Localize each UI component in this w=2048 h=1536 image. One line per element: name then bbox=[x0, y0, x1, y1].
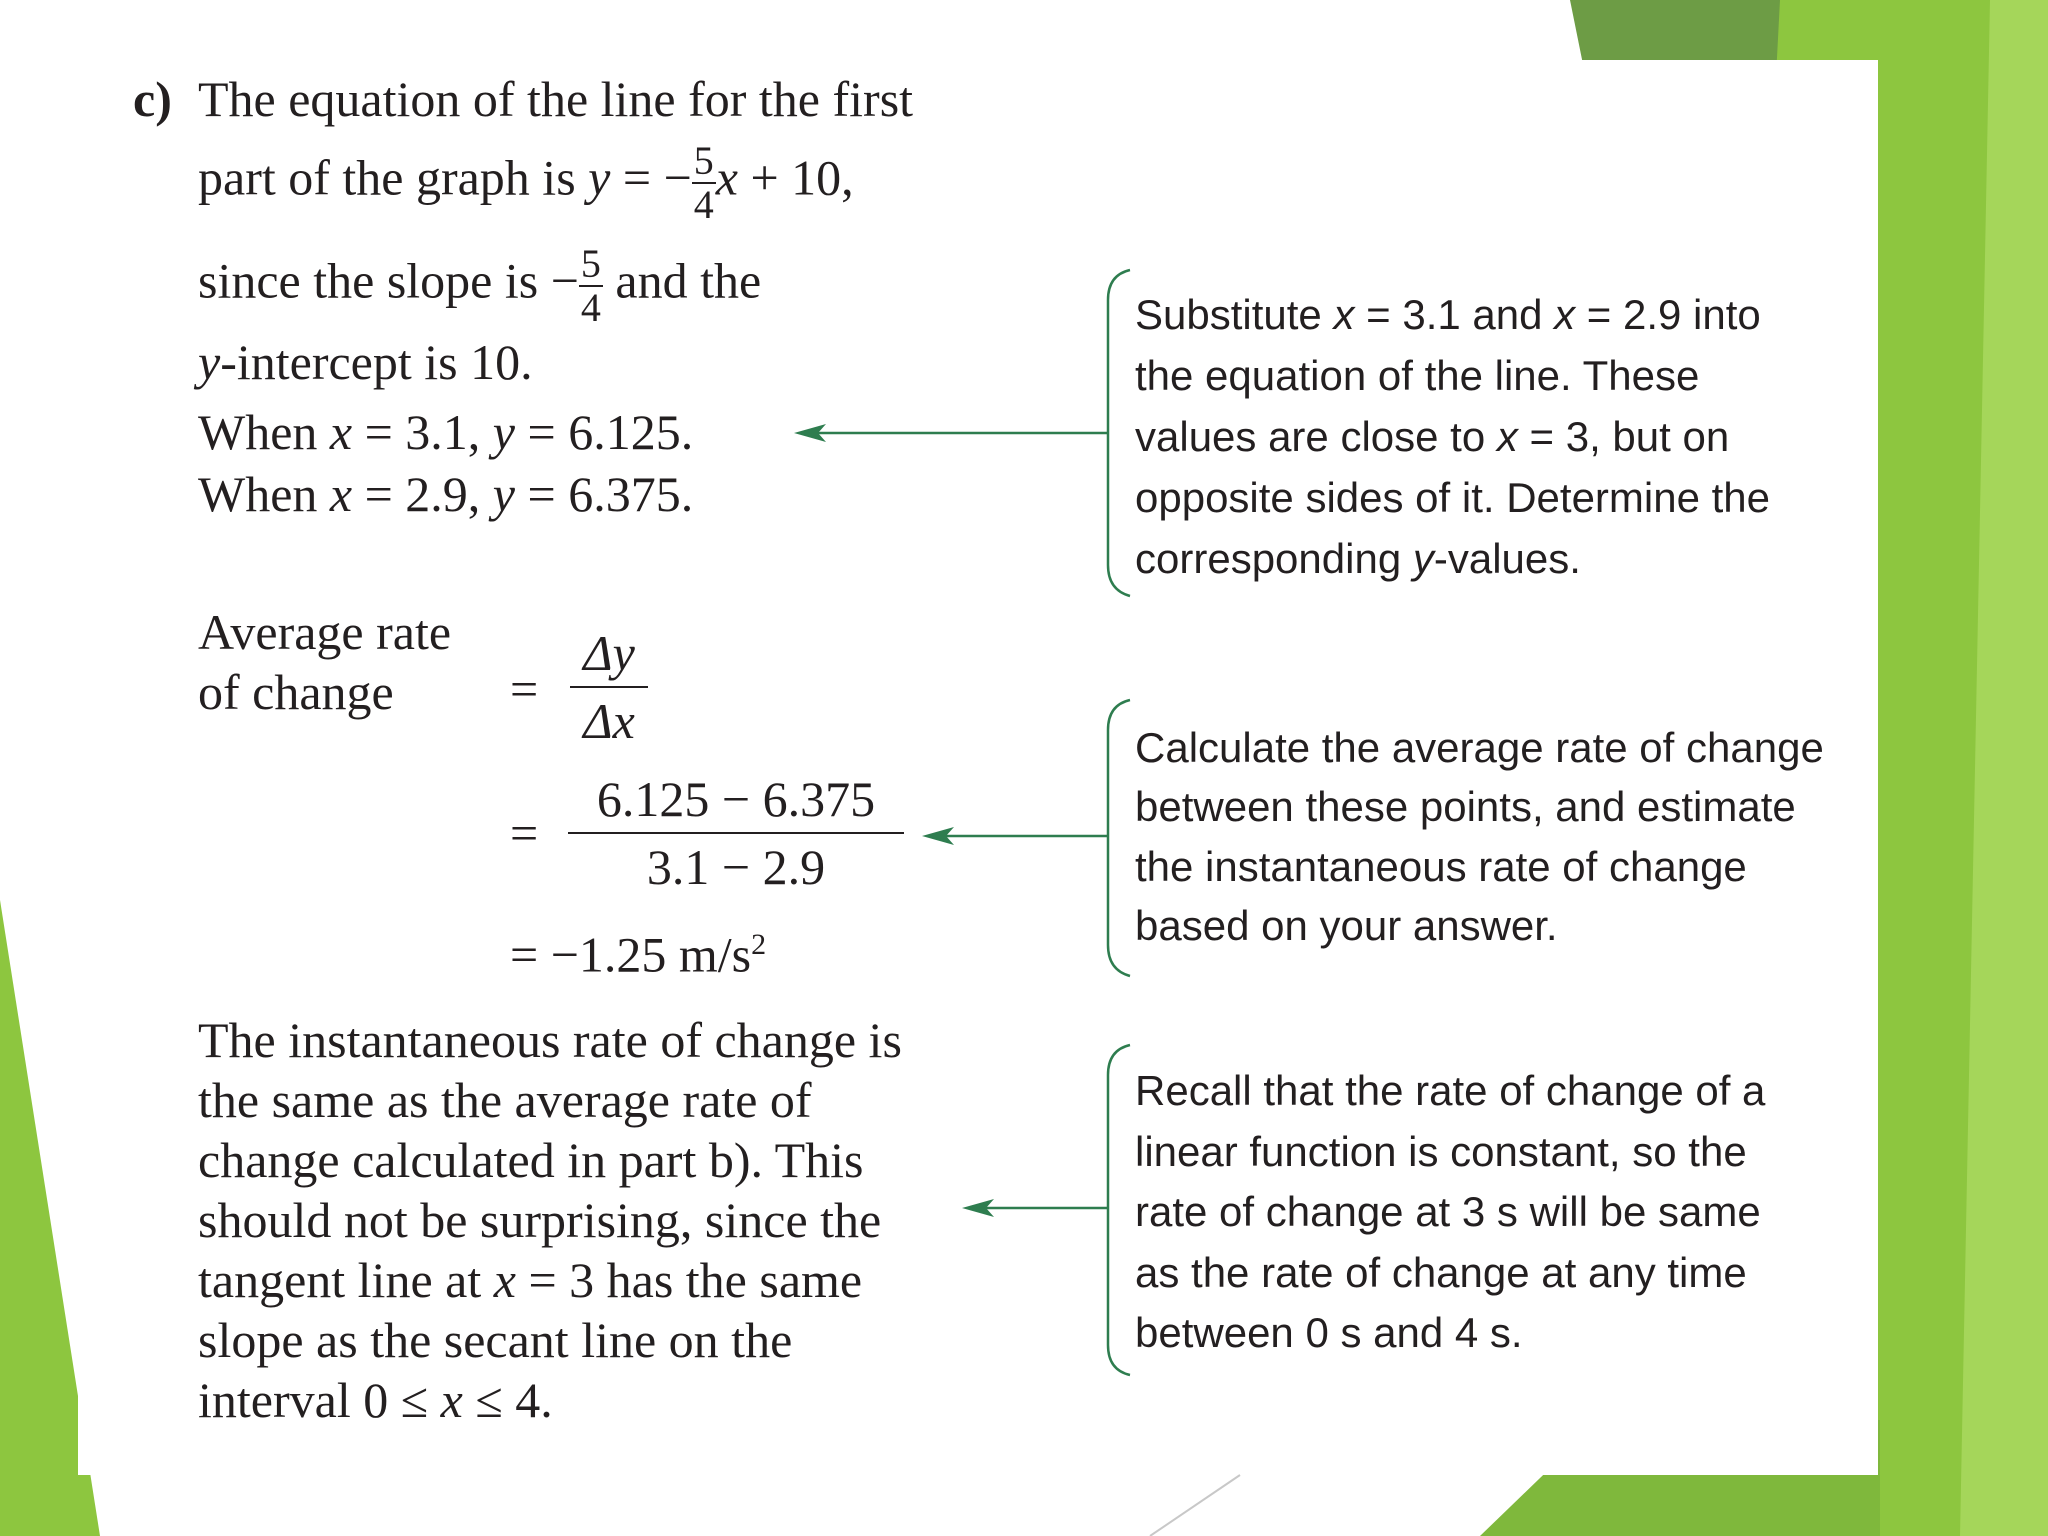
difference-fraction: 6.125 − 6.375 3.1 − 2.9 bbox=[568, 768, 904, 898]
note1-line-1: Substitute x = 3.1 and x = 2.9 into bbox=[1135, 291, 1761, 338]
note1-line-3: values are close to x = 3, but on bbox=[1135, 413, 1730, 460]
note1-line-4: opposite sides of it. Determine the bbox=[1135, 474, 1771, 521]
conclusion-line-1: The instantaneous rate of change is bbox=[198, 1012, 902, 1068]
conclusion-line-5: tangent line at x = 3 has the same bbox=[198, 1252, 863, 1308]
note2-line-1: Calculate the average rate of change bbox=[1135, 724, 1824, 771]
conclusion-line-6: slope as the secant line on the bbox=[198, 1312, 793, 1368]
conclusion-line-7: interval 0 ≤ x ≤ 4. bbox=[198, 1372, 553, 1428]
conclusion-line-2: the same as the average rate of bbox=[198, 1072, 812, 1128]
equation-line-1: The equation of the line for the first bbox=[198, 71, 914, 127]
note1-line-5: corresponding y-values. bbox=[1135, 535, 1581, 582]
note3-line-3: rate of change at 3 s will be same bbox=[1135, 1188, 1761, 1235]
note3-line-2: linear function is constant, so the bbox=[1135, 1128, 1747, 1175]
note3-line-1: Recall that the rate of change of a bbox=[1135, 1067, 1766, 1114]
equals-1: = bbox=[510, 661, 539, 717]
note3-line-5: between 0 s and 4 s. bbox=[1135, 1309, 1523, 1356]
delta-fraction: Δy Δx bbox=[570, 622, 648, 752]
equation-line-4: y-intercept is 10. bbox=[198, 334, 533, 390]
conclusion-line-4: should not be surprising, since the bbox=[198, 1192, 882, 1248]
note3-line-4: as the rate of change at any time bbox=[1135, 1249, 1747, 1296]
part-label: c) bbox=[133, 71, 172, 127]
when-line-1: When x = 3.1, y = 6.125. bbox=[198, 404, 694, 460]
equals-2: = bbox=[510, 805, 539, 861]
when-line-2: When x = 2.9, y = 6.375. bbox=[198, 466, 694, 522]
rate-label-line-1: Average rate bbox=[198, 604, 452, 660]
note2-line-2: between these points, and estimate bbox=[1135, 783, 1796, 830]
slope-fraction-2: $\frac{5}{4}$ bbox=[580, 241, 601, 330]
note2-line-3: the instantaneous rate of change bbox=[1135, 843, 1747, 890]
note2-line-4: based on your answer. bbox=[1135, 902, 1558, 949]
equation-line-2: part of the graph is y = − $\frac{5}{4}$ x + 10, bbox=[198, 138, 854, 227]
result-line: = −1.25 $m/s^2$ bbox=[510, 926, 767, 983]
rate-label-line-2: of change bbox=[198, 664, 394, 720]
slope-fraction: $\frac{5}{4}$ bbox=[693, 138, 714, 227]
note1-line-2: the equation of the line. These bbox=[1135, 352, 1700, 399]
equation-line-3: since the slope is − $\frac{5}{4}$ and the bbox=[198, 241, 762, 330]
conclusion-line-3: change calculated in part b). This bbox=[198, 1132, 864, 1188]
